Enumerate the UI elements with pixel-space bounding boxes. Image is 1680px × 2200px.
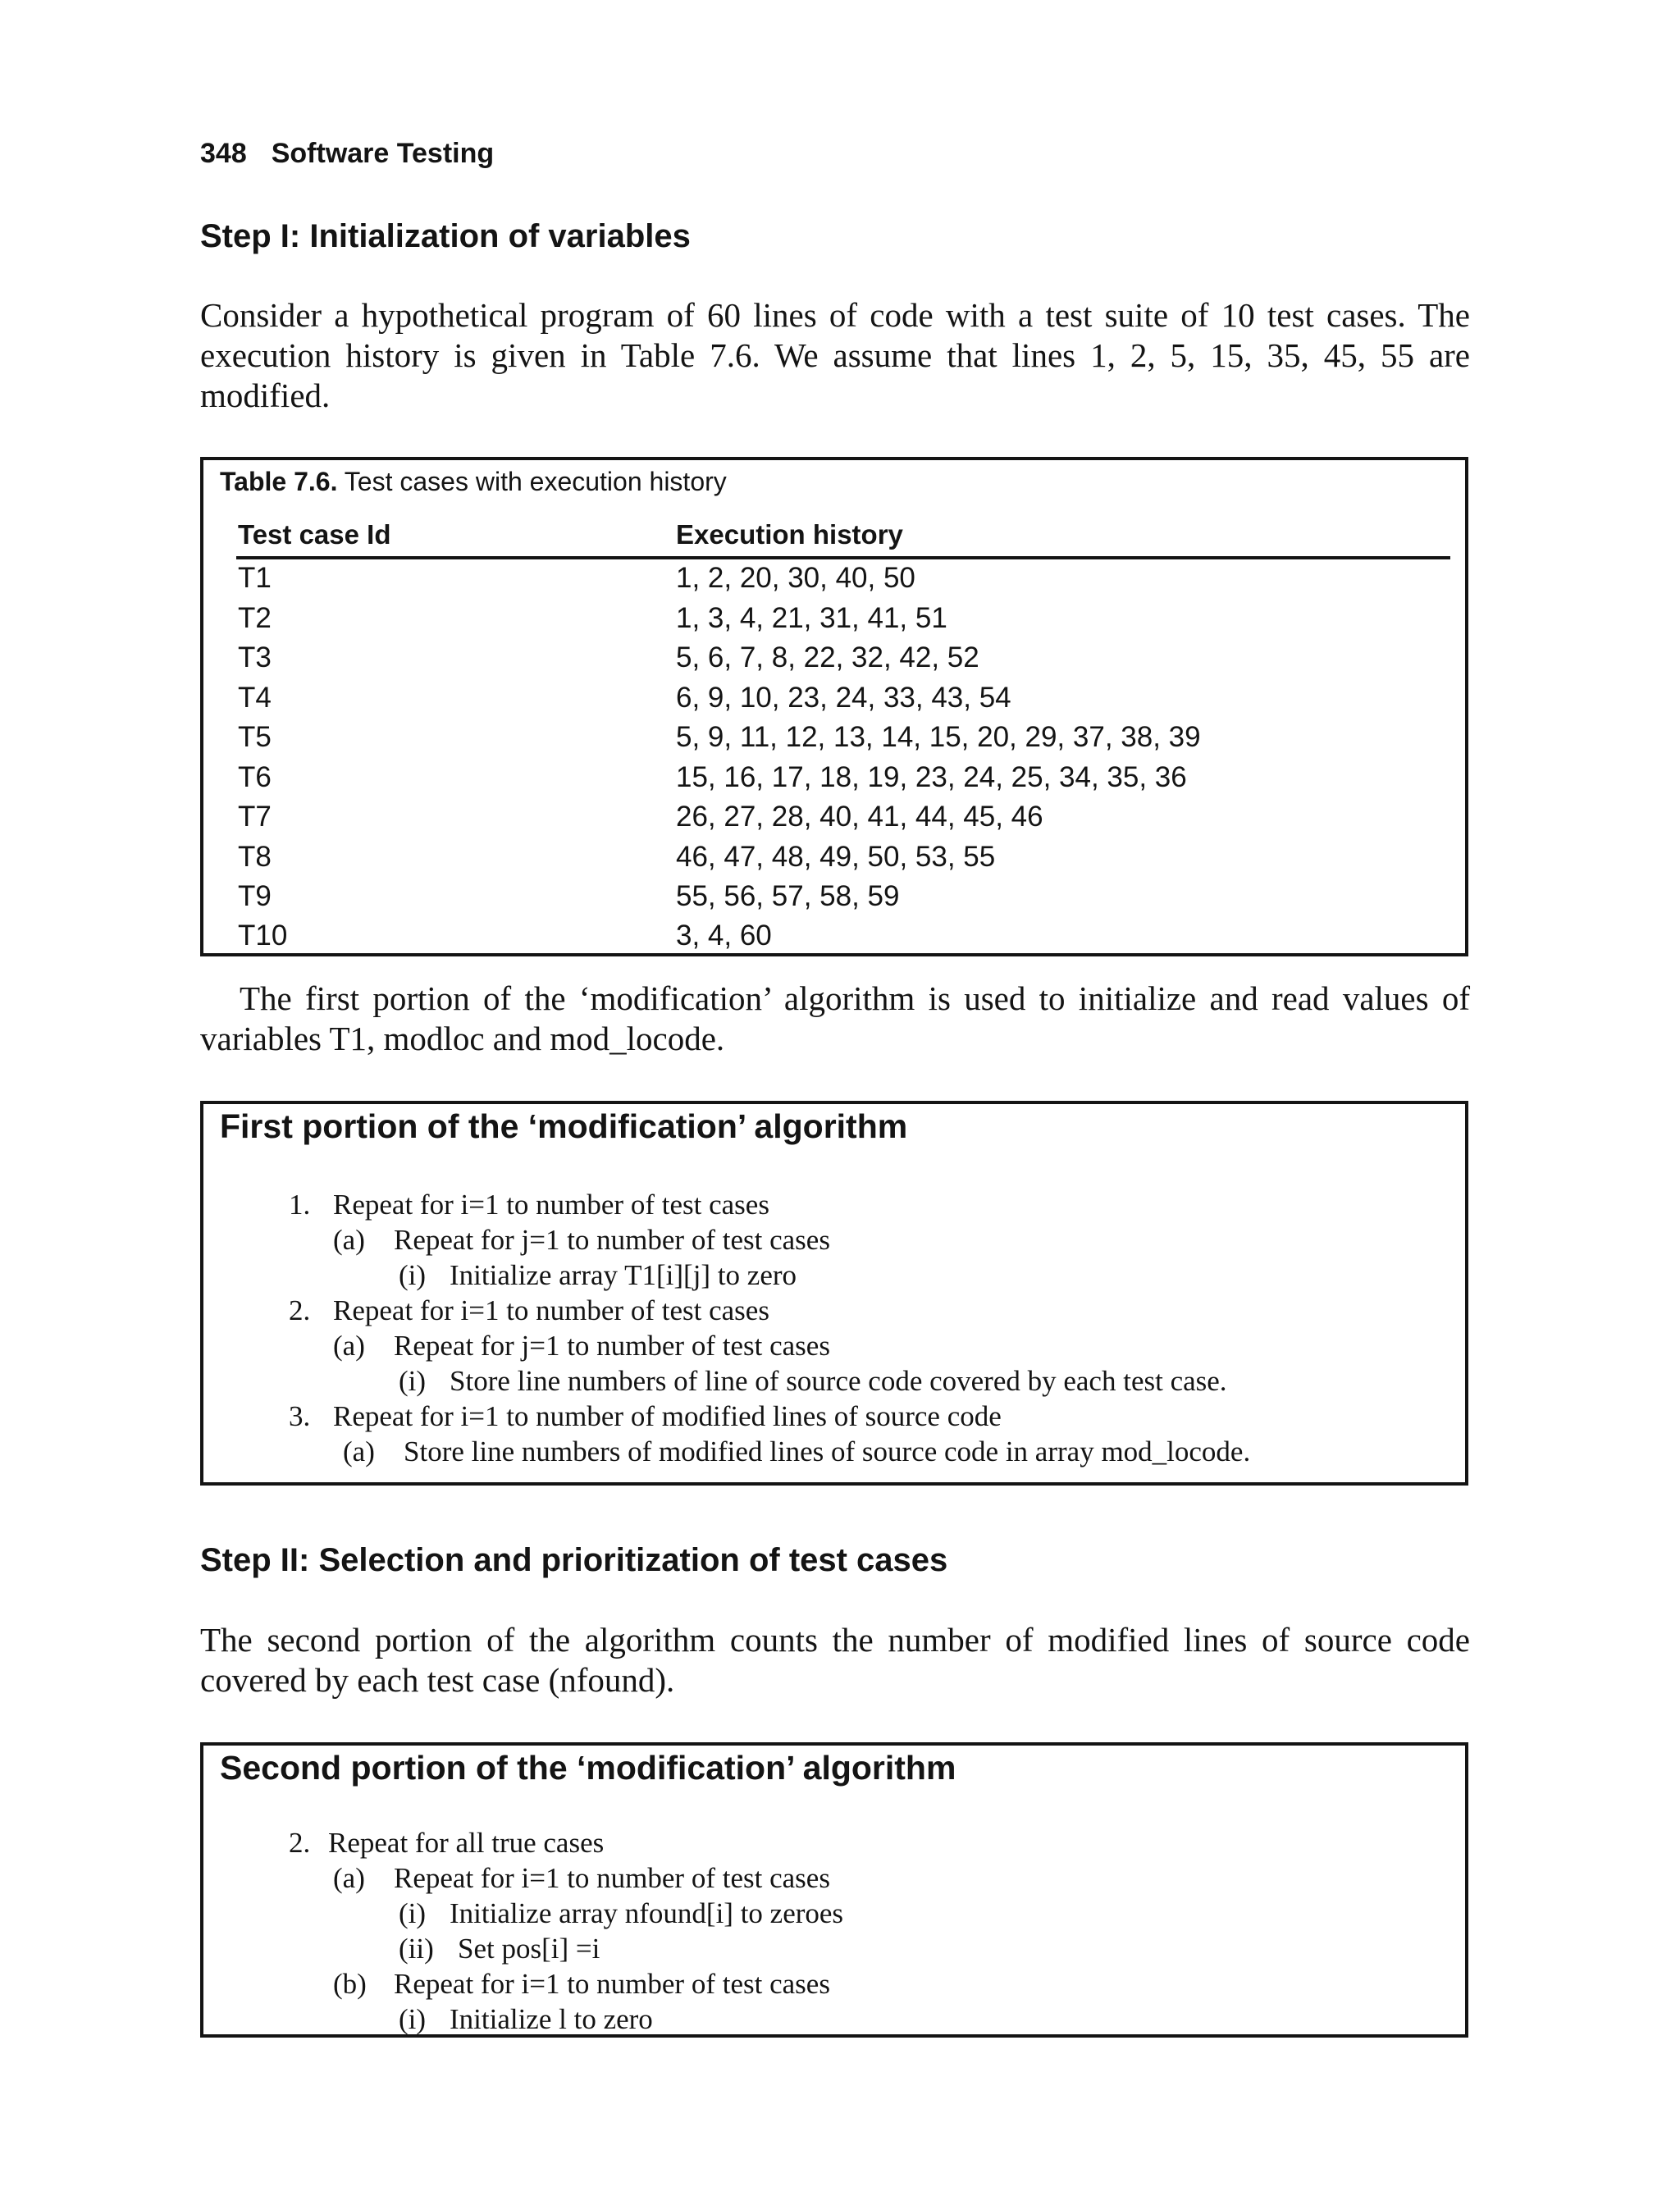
running-title: Software Testing: [271, 138, 495, 169]
step-label: (a): [333, 1330, 365, 1362]
step1-paragraph: Consider a hypothetical program of 60 lines of code with a test suite of 10 test cases. The execution history is given in Table 7.6. We assume that lines 1, 2, 5, 15, 35, 45, 55 are modified.: [200, 296, 1470, 414]
test-case-id: T3: [238, 641, 272, 673]
step-text: Repeat for i=1 to number of modified lines of source code: [333, 1400, 1002, 1432]
step-label: 1.: [289, 1189, 311, 1221]
step-text: Repeat for i=1 to number of test cases: [394, 1862, 830, 1894]
test-case-id: T9: [238, 880, 272, 912]
algorithm-line: [399, 1363, 1227, 1399]
execution-history: 46, 47, 48, 49, 50, 53, 55: [676, 841, 996, 873]
execution-history: 3, 4, 60: [676, 920, 772, 952]
algorithm-line: [289, 1825, 604, 1860]
test-case-id: T10: [238, 920, 288, 952]
table-caption-text: Test cases with execution history: [344, 467, 727, 496]
test-case-id: T2: [238, 602, 272, 634]
algorithm-line: [289, 1187, 769, 1222]
paragraph-after-table: The first portion of the ‘modification’ algorithm is used to initialize and read values of variables T1, modloc and mod_locode.: [200, 979, 1470, 1057]
algorithm-line: [343, 1434, 1250, 1469]
table-row: [203, 877, 1465, 916]
algorithm-line: [289, 1399, 1002, 1434]
algorithm-line: [399, 1931, 600, 1966]
step-label: 3.: [289, 1400, 311, 1432]
step2-paragraph: The second portion of the algorithm counts the number of modified lines of source code covered by each test case (nfound).: [200, 1621, 1470, 1699]
step-label: 2.: [289, 1294, 311, 1326]
step-text: Repeat for i=1 to number of test cases: [333, 1294, 769, 1326]
test-case-id: T5: [238, 721, 272, 753]
test-case-id: T1: [238, 562, 272, 594]
table-7-6: [200, 457, 1468, 956]
column-header-execution-history: Execution history: [676, 519, 903, 550]
algorithm-line: [333, 1966, 830, 2001]
algorithm-line: [333, 1222, 830, 1257]
step-text: Initialize l to zero: [450, 2003, 653, 2035]
execution-history: 15, 16, 17, 18, 19, 23, 24, 25, 34, 35, 36: [676, 761, 1187, 793]
step-label: (i): [399, 1897, 427, 1929]
step-text: Repeat for i=1 to number of test cases: [394, 1968, 830, 2000]
table-row: [203, 638, 1465, 678]
step-text: Repeat for j=1 to number of test cases: [394, 1224, 830, 1256]
execution-history: 1, 3, 4, 21, 31, 41, 51: [676, 602, 947, 634]
execution-history: 6, 9, 10, 23, 24, 33, 43, 54: [676, 682, 1011, 714]
table-row: [203, 718, 1465, 757]
execution-history: 26, 27, 28, 40, 41, 44, 45, 46: [676, 801, 1043, 833]
second-algorithm-title: Second portion of the ‘modification’ algorithm: [220, 1749, 956, 1787]
step2-heading: Step II: Selection and prioritization of test cases: [200, 1542, 948, 1578]
test-case-id: T8: [238, 841, 272, 873]
step-label: 2.: [289, 1827, 311, 1859]
step-text: Initialize array T1[i][j] to zero: [450, 1259, 797, 1291]
step-label: (a): [333, 1224, 365, 1256]
step-text: Store line numbers of line of source code covered by each test case.: [450, 1365, 1227, 1397]
algorithm-line: [399, 1257, 797, 1293]
table-row: [203, 559, 1465, 598]
table-row: [203, 916, 1465, 956]
table-caption: [220, 467, 727, 497]
test-case-id: T7: [238, 801, 272, 833]
step-label: (i): [399, 2003, 427, 2035]
execution-history: 5, 6, 7, 8, 22, 32, 42, 52: [676, 641, 979, 673]
step-text: Repeat for i=1 to number of test cases: [333, 1189, 769, 1221]
table-row: [203, 599, 1465, 638]
step-text: Initialize array nfound[i] to zeroes: [450, 1897, 844, 1929]
step-label: (b): [333, 1968, 367, 2000]
column-header-test-case-id: Test case Id: [238, 519, 391, 550]
step-text: Set pos[i] =i: [458, 1933, 600, 1965]
running-head: [200, 138, 494, 170]
first-algorithm-title: First portion of the ‘modification’ algorithm: [220, 1107, 908, 1145]
execution-history: 55, 56, 57, 58, 59: [676, 880, 900, 912]
table-caption-label: Table 7.6.: [220, 467, 338, 496]
step-label: (a): [343, 1435, 375, 1467]
step-text: Store line numbers of modified lines of source code in array mod_locode.: [404, 1435, 1251, 1467]
step-label: (i): [399, 1365, 427, 1397]
step-label: (ii): [399, 1933, 434, 1965]
algorithm-line: [333, 1860, 830, 1896]
step-text: Repeat for all true cases: [328, 1827, 605, 1859]
step-label: (a): [333, 1862, 365, 1894]
algorithm-line: [289, 1293, 769, 1328]
second-algorithm-box: [200, 1742, 1468, 2038]
step-label: (i): [399, 1259, 427, 1291]
table-row: [203, 797, 1465, 837]
page-number: 348: [200, 138, 247, 169]
step1-heading: Step I: Initialization of variables: [200, 218, 691, 254]
table-row: [203, 758, 1465, 797]
execution-history: 5, 9, 11, 12, 13, 14, 15, 20, 29, 37, 38, 39: [676, 721, 1201, 753]
algorithm-line: [399, 1896, 843, 1931]
test-case-id: T4: [238, 682, 272, 714]
algorithm-line: [399, 2001, 653, 2037]
algorithm-line: [333, 1328, 830, 1363]
test-case-id: T6: [238, 761, 272, 793]
first-algorithm-box: [200, 1101, 1468, 1486]
table-row: [203, 678, 1465, 718]
execution-history: 1, 2, 20, 30, 40, 50: [676, 562, 915, 594]
step-text: Repeat for j=1 to number of test cases: [394, 1330, 830, 1362]
table-row: [203, 838, 1465, 877]
